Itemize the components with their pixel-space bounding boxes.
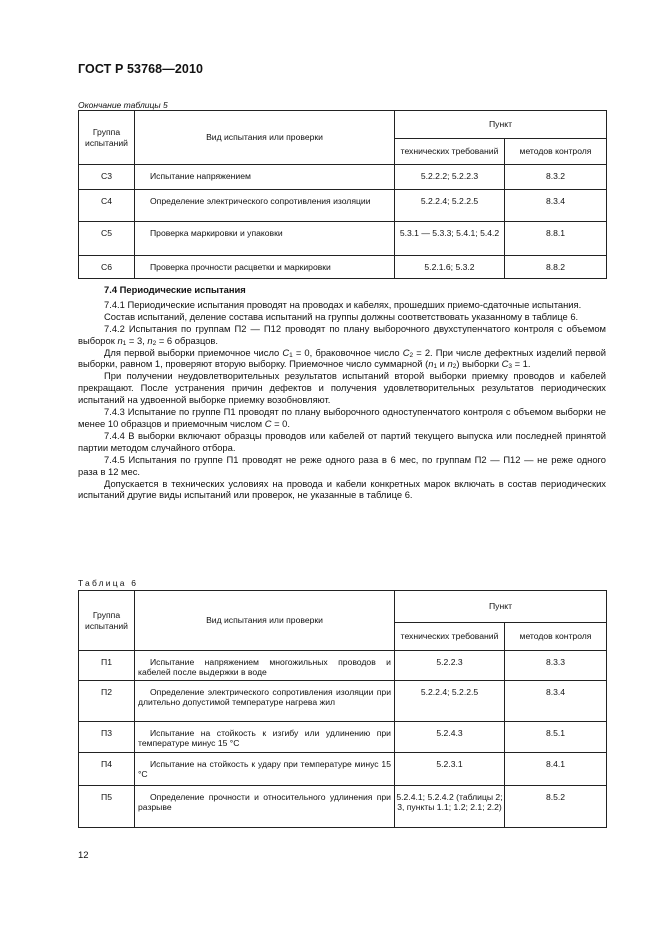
row-group: С4 [101,196,112,206]
table-6 [78,590,607,828]
row-methods: 8.8.2 [545,262,566,272]
row-tech: 5.3.1 — 5.3.3; 5.4.1; 5.4.2 [399,228,500,238]
row-methods: 8.3.4 [545,196,566,206]
table-row [79,190,607,222]
row-methods: 8.3.2 [545,171,566,181]
row-group: С6 [101,262,112,272]
row-methods: 8.3.3 [545,657,566,667]
table5-header-kind: Вид испытания или проверки [135,111,395,165]
row-tech: 5.2.2.4; 5.2.2.5 [420,196,479,206]
row-tech: 5.2.1.6; 5.3.2 [424,262,475,272]
paragraph-unsatisfactory: При получении неудовлетворительных результатов испытаний второй выборки приемку проводов и кабелей прекращают. После устранения причин дефектов и получения удовлетворительных результатов периодических испытаний на удвоенной выборке приемку возобновляют. [78,370,606,406]
table5-header-tech: технических требований [395,139,505,165]
table-row [79,651,607,681]
row-methods: 8.8.1 [545,228,566,238]
row-tech: 5.2.2.4; 5.2.2.5 [420,687,479,697]
table-5 [78,110,607,279]
page-number: 12 [78,850,89,861]
table6-caption: Таблица 6 [78,578,139,588]
row-methods: 8.5.2 [545,792,566,802]
row-kind: Определение электрического сопротивления изоляции [150,196,371,206]
row-tech: 5.2.3.1 [436,759,463,769]
row-group: П1 [101,657,112,667]
row-kind: Определение прочности и относительного удлинения при разрыве [138,792,391,813]
table-row [79,753,607,786]
row-tech: 5.2.2.2; 5.2.2.3 [420,171,479,181]
table-row [79,681,607,722]
row-kind: Проверка прочности расцветки и маркировки [150,262,331,272]
table-row [79,722,607,753]
row-methods: 8.4.1 [545,759,566,769]
table6-header-point: Пункт [395,591,607,623]
row-tech: 5.2.2.3 [436,657,463,667]
row-kind: Испытание напряжением [150,171,251,181]
paragraph-first-sample: Для первой выборки приемочное число $C_1 = 0$, браковочное число $C_2 = 2$. При числе дефектных изделий первой выборки, равном 1, проверяют вторую выборку. Приемочное число суммарной ($n_1$ и $n_2$) выборки $C_3 = 1$. [78,346,607,371]
row-kind: Испытание на стойкость к удару при температуре минус 15 °С [138,759,391,780]
row-tech: 5.2.4.3 [436,728,463,738]
table5-header-point: Пункт [395,111,607,139]
table6-header-tech: технических требований [395,623,505,651]
table-row [79,222,607,256]
section-7-4 [78,284,606,501]
table5-header-methods: методов контроля [505,139,607,165]
row-group: С3 [101,171,112,181]
paragraph-composition: Состав испытаний, деление состава испытаний на группы должны соответствовать указанному в таблице 6. [104,310,579,322]
row-methods: 8.5.1 [545,728,566,738]
row-tech: 5.2.4.1; 5.2.4.2 (таблицы 2; 3, пункты 1.1; 1.2; 2.1; 2.2) [396,792,503,813]
table5-header-group: Группа испытаний [79,111,135,165]
section-heading: 7.4 Периодические испытания [104,284,246,295]
paragraph-allowed: Допускается в технических условиях на провода и кабели конкретных марок включать в состав периодических испытаний другие виды испытаний или проверок, не указанные в таблице 6. [78,477,606,501]
row-group: П4 [101,759,112,769]
table5-caption: Окончание таблицы 5 [78,100,168,110]
table-row [79,165,607,190]
row-kind: Определение электрического сопротивления изоляции при длительно допустимой температуре нагрева жил [138,687,391,708]
row-kind: Испытание на стойкость к изгибу или удлинению при температуре минус 15 °С [138,728,391,749]
row-methods: 8.3.4 [545,687,566,697]
row-kind: Проверка маркировки и упаковки [150,228,283,238]
table6-header-methods: методов контроля [505,623,607,651]
table-row [79,786,607,828]
paragraph-7-4-4: 7.4.4 В выборки включают образцы проводов или кабелей от партий текущего выпуска или последней принятой партии методом случайного отбора. [78,429,606,453]
row-group: П2 [101,687,112,697]
paragraph-7-4-5: 7.4.5 Испытания по группе П1 проводят не реже одного раза в 6 мес, по группам П2 — П12 — не реже одного раза в 12 мес. [78,453,606,477]
table-row [79,256,607,279]
row-group: П3 [101,728,112,738]
standard-designation: ГОСТ Р 53768—2010 [78,62,204,76]
row-kind: Испытание напряжением многожильных проводов и кабелей после выдержки в воде [138,657,391,678]
row-group: П5 [101,792,112,802]
paragraph-7-4-1: 7.4.1 Периодические испытания проводят на проводах и кабелях, прошедших приемо-сдаточные испытания. [104,298,582,310]
table6-header-group: Группа испытаний [79,591,135,651]
table6-header-kind: Вид испытания или проверки [135,591,395,651]
row-group: С5 [101,228,112,238]
paragraph-7-4-3: 7.4.3 Испытание по группе П1 проводят по плану выборочного одноступенчатого контроля с объемом выборки не менее 10 образцов и приемочным числом C = 0. [78,406,606,429]
paragraph-7-4-2: 7.4.2 Испытания по группам П2 — П12 проводят по плану выборочного двухступенчатого контроля с объемом выборок $n_1 = 3$, $n_2 = 6$ образцов. [78,322,606,347]
